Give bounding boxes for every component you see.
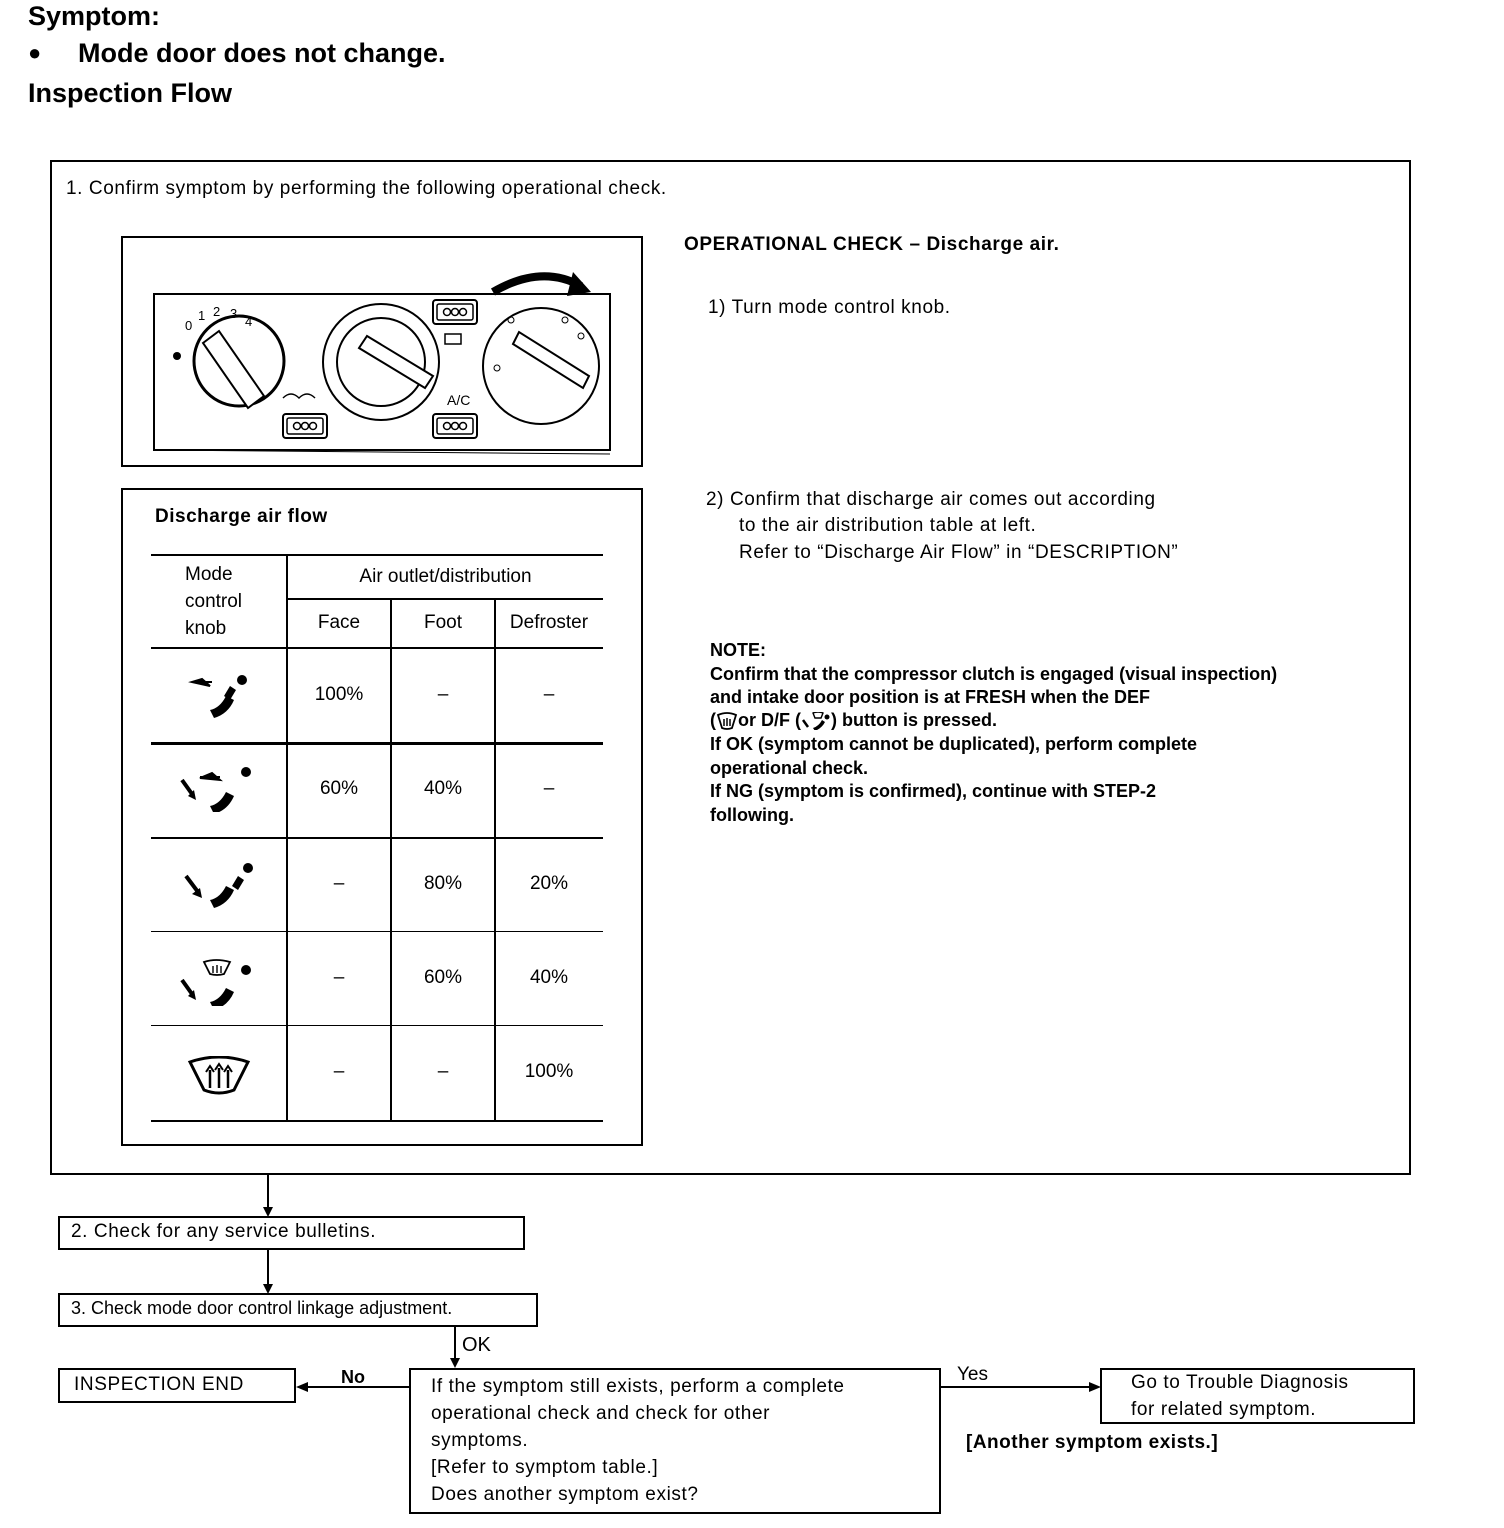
table-top-line bbox=[151, 554, 603, 556]
row5-def: 100% bbox=[524, 1061, 574, 1082]
defrost-mode-icon bbox=[186, 1056, 252, 1098]
row2-face: 60% bbox=[319, 778, 359, 799]
foot-defrost-icon bbox=[801, 712, 831, 730]
table-group-line bbox=[287, 598, 603, 600]
connector-3-decision bbox=[454, 1327, 456, 1359]
bi-level-mode-icon bbox=[180, 764, 256, 812]
inspection-flow-title: Inspection Flow bbox=[28, 78, 233, 108]
op-check-title: OPERATIONAL CHECK – Discharge air. bbox=[684, 234, 1060, 255]
col-def-header: Defroster bbox=[509, 612, 589, 633]
note-line5: operational check. bbox=[710, 758, 869, 778]
note-line1: Confirm that the compressor clutch is engaged (visual inspection) bbox=[710, 664, 1278, 684]
row2-def: – bbox=[543, 778, 555, 799]
col-mode-l1: Mode bbox=[185, 564, 233, 585]
row3-def: 20% bbox=[529, 873, 569, 894]
note-title: NOTE: bbox=[710, 640, 766, 660]
inspection-end-text: INSPECTION END bbox=[74, 1374, 244, 1395]
table-row-line-1 bbox=[151, 742, 603, 745]
table-col-line-3 bbox=[494, 598, 496, 1121]
ac-label: A/C bbox=[447, 392, 471, 408]
op-step2-line1: 2) Confirm that discharge air comes out according bbox=[706, 489, 1156, 510]
fan-speed-4: 4 bbox=[245, 314, 253, 329]
arrow-3-decision bbox=[450, 1358, 460, 1368]
op-step2-line3: Refer to “Discharge Air Flow” in “DESCRIPTION” bbox=[739, 542, 1179, 563]
note-line2: and intake door position is at FRESH when the DEF bbox=[710, 687, 1151, 707]
row4-def: 40% bbox=[529, 967, 569, 988]
connector-1-2 bbox=[267, 1175, 269, 1208]
fan-speed-3: 3 bbox=[230, 306, 238, 321]
decision-l4: [Refer to symptom table.] bbox=[431, 1457, 659, 1478]
note-line3b: ) button is pressed. bbox=[831, 710, 998, 730]
vent-mode-icon bbox=[188, 670, 252, 718]
decision-l5: Does another symptom exist? bbox=[431, 1484, 699, 1505]
col-foot-header: Foot bbox=[423, 612, 463, 633]
note-line7: following. bbox=[710, 805, 794, 825]
row3-face: – bbox=[333, 873, 345, 894]
table-col-line-2 bbox=[390, 598, 392, 1121]
paren-open: ( bbox=[710, 710, 716, 730]
step1-text: 1. Confirm symptom by performing the following operational check. bbox=[66, 178, 667, 199]
defrost-icon bbox=[716, 712, 738, 730]
row1-face: 100% bbox=[314, 684, 364, 705]
table-bottom-line bbox=[151, 1120, 603, 1122]
yes-label: Yes bbox=[957, 1364, 988, 1385]
connector-2-3 bbox=[267, 1250, 269, 1285]
goto-l2: for related symptom. bbox=[1131, 1399, 1317, 1420]
note-line3a: or D/F ( bbox=[738, 710, 801, 730]
row4-face: – bbox=[333, 967, 345, 988]
row5-foot: – bbox=[437, 1061, 449, 1082]
col-mode-l3: knob bbox=[185, 618, 227, 639]
airflow-table-title: Discharge air flow bbox=[155, 506, 328, 527]
foot-mode-icon bbox=[182, 860, 256, 908]
op-step2-line2: to the air distribution table at left. bbox=[739, 515, 1037, 536]
symptom-label: Symptom: bbox=[28, 1, 161, 31]
no-arrow bbox=[296, 1382, 308, 1392]
control-panel-drawing bbox=[121, 236, 643, 467]
row2-foot: 40% bbox=[423, 778, 463, 799]
col-face-header: Face bbox=[317, 612, 361, 633]
op-step1: 1) Turn mode control knob. bbox=[708, 297, 951, 318]
col-group-header: Air outlet/distribution bbox=[359, 566, 532, 587]
no-label: No bbox=[341, 1367, 365, 1387]
table-header-line bbox=[151, 647, 603, 649]
table-row-line-3 bbox=[151, 931, 603, 932]
row4-foot: 60% bbox=[423, 967, 463, 988]
note-line6: If NG (symptom is confirmed), continue with STEP-2 bbox=[710, 781, 1157, 801]
note-line4: If OK (symptom cannot be duplicated), perform complete bbox=[710, 734, 1198, 754]
decision-l3: symptoms. bbox=[431, 1430, 529, 1451]
row5-face: – bbox=[333, 1061, 345, 1082]
goto-l1: Go to Trouble Diagnosis bbox=[1131, 1372, 1349, 1393]
col-mode-l2: control bbox=[185, 591, 243, 612]
foot-defrost-mode-icon bbox=[180, 958, 256, 1006]
fan-speed-0: 0 bbox=[185, 318, 193, 333]
fan-speed-1: 1 bbox=[198, 308, 206, 323]
row1-foot: – bbox=[437, 684, 449, 705]
note-line3 bbox=[710, 710, 997, 731]
fan-speed-2: 2 bbox=[213, 304, 221, 319]
bullet: ● bbox=[28, 40, 42, 65]
table-row-line-4 bbox=[151, 1025, 603, 1026]
decision-l1: If the symptom still exists, perform a complete bbox=[431, 1376, 845, 1397]
row1-def: – bbox=[543, 684, 555, 705]
another-symptom-label: [Another symptom exists.] bbox=[966, 1432, 1219, 1453]
table-row-line-2 bbox=[151, 837, 603, 839]
symptom-text: Mode door does not change. bbox=[78, 38, 446, 68]
yes-connector bbox=[941, 1386, 1091, 1388]
step2-text: 2. Check for any service bulletins. bbox=[71, 1221, 377, 1242]
step3-text: 3. Check mode door control linkage adjustment. bbox=[71, 1298, 453, 1318]
row3-foot: 80% bbox=[423, 873, 463, 894]
decision-l2: operational check and check for other bbox=[431, 1403, 771, 1424]
ok-label: OK bbox=[462, 1334, 491, 1356]
table-col-line-1 bbox=[286, 554, 288, 1121]
